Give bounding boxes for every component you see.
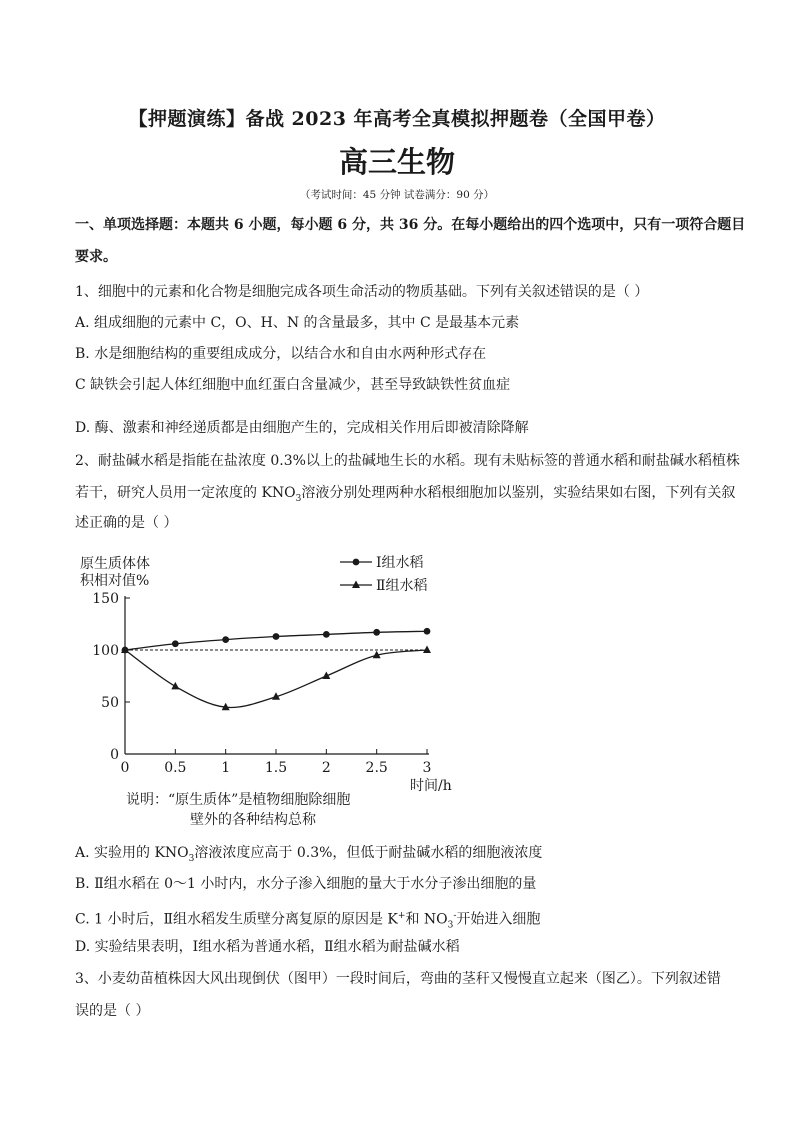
section-intro-line-2: 要求。 [75,249,117,265]
x-tick-label: 0 [120,760,130,776]
legend-label-group-2: Ⅱ组水稻 [376,578,428,594]
data-point-circle [172,640,179,647]
x-axis-label: 时间/h [410,778,452,794]
q3-stem-line-2: 误的是（ ） [75,1003,150,1019]
chart-legend [340,554,428,594]
y-tick-label: 0 [110,747,119,763]
q1-stem: 1、细胞中的元素和化合物是细胞完成各项生命活动的物质基础。下列有关叙述错误的是（ ） [75,284,649,300]
subject-title: 高三生物 [338,145,455,179]
data-point-triangle [171,682,179,690]
y-axis-label-line-2: 积相对值% [80,573,150,589]
x-tick-label: 1.5 [264,760,288,776]
x-tick-label: 1 [221,760,231,776]
q2-option-d: D. 实验结果表明，Ⅰ组水稻为普通水稻，Ⅱ组水稻为耐盐碱水稻 [75,939,460,955]
q2-option-b: B. Ⅱ组水稻在 0～1 小时内，水分子渗入细胞的量大于水分子渗出细胞的量 [75,876,537,892]
q2-stem-line-1: 2、耐盐碱水稻是指能在盐浓度 0.3%以上的盐碱地生长的水稻。现有未贴标签的普通水稻和耐盐碱水稻植株 [75,453,740,469]
y-tick-label: 100 [92,643,119,659]
legend-marker-circle [353,559,360,566]
q2-stem-line-3: 述正确的是（ ） [75,515,178,531]
chart-canvas [70,548,470,838]
q1-option-a: A. 组成细胞的元素中 C，O、H、N 的含量最多，其中 C 是最基本元素 [75,315,520,331]
chart-note-line-1: 说明：“原生质体”是植物细胞除细胞 [126,792,351,808]
exam-title: 【押题演练】备战 2023 年高考全真模拟押题卷（全国甲卷） [128,108,666,130]
chart-note-line-2: 壁外的各种结构总称 [190,812,316,828]
q1-option-b: B. 水是细胞结构的重要组成成分，以结合水和自由水两种形式存在 [75,346,487,362]
data-point-circle [424,628,431,635]
data-point-circle [273,633,280,640]
data-point-circle [373,629,380,636]
x-tick-label: 3 [422,760,432,776]
data-point-circle [323,631,330,638]
section-intro-line-1: 一、单项选择题：本题共 6 小题，每小题 6 分，共 36 分。在每小题给出的四个选项中，只有一项符合题目 [75,217,746,233]
data-point-triangle [423,646,431,654]
legend-label-group-1: Ⅰ组水稻 [376,555,424,571]
q1-option-d: D. 酶、激素和神经递质都是由细胞产生的，完成相关作用后即被清除降解 [75,420,529,436]
osmosis-chart [70,548,470,838]
q2-option-a: A. 实验用的 $KNO_3$溶液浓度应高于 0.3%，但低于耐盐碱水稻的细胞液浓度 [75,845,543,864]
y-axis-label-line-1: 原生质体体 [80,556,150,572]
x-tick-label: 2 [321,760,331,776]
x-tick-label: 2.5 [365,760,388,776]
y-tick-label: 50 [101,695,119,711]
y-tick-label: 150 [92,591,119,607]
exam-info: （考试时间：45 分钟 试卷满分：90 分） [299,189,495,201]
data-point-circle [222,636,229,643]
legend-marker-triangle [352,581,360,589]
x-tick-label: 0.5 [164,760,187,776]
q1-option-c: C 缺铁会引起人体红细胞中血红蛋白含量减少，甚至导致缺铁性贫血症 [75,377,511,393]
q3-stem-line-1: 3、小麦幼苗植株因大风出现倒伏（图甲）一段时间后，弯曲的茎秆又慢慢直立起来（图乙）。下列叙述错 [75,971,721,987]
q2-stem-line-2: 若干，研究人员用一定浓度的 $KNO_3$溶液分别处理两种水稻根细胞加以鉴别，实验结果如右图，下列有关叙 [75,485,736,504]
q2-option-c: C. 1 小时后，Ⅱ组水稻发生质壁分离复原的原因是 K+和 $NO_3^-$开始进入细胞 [75,911,541,931]
